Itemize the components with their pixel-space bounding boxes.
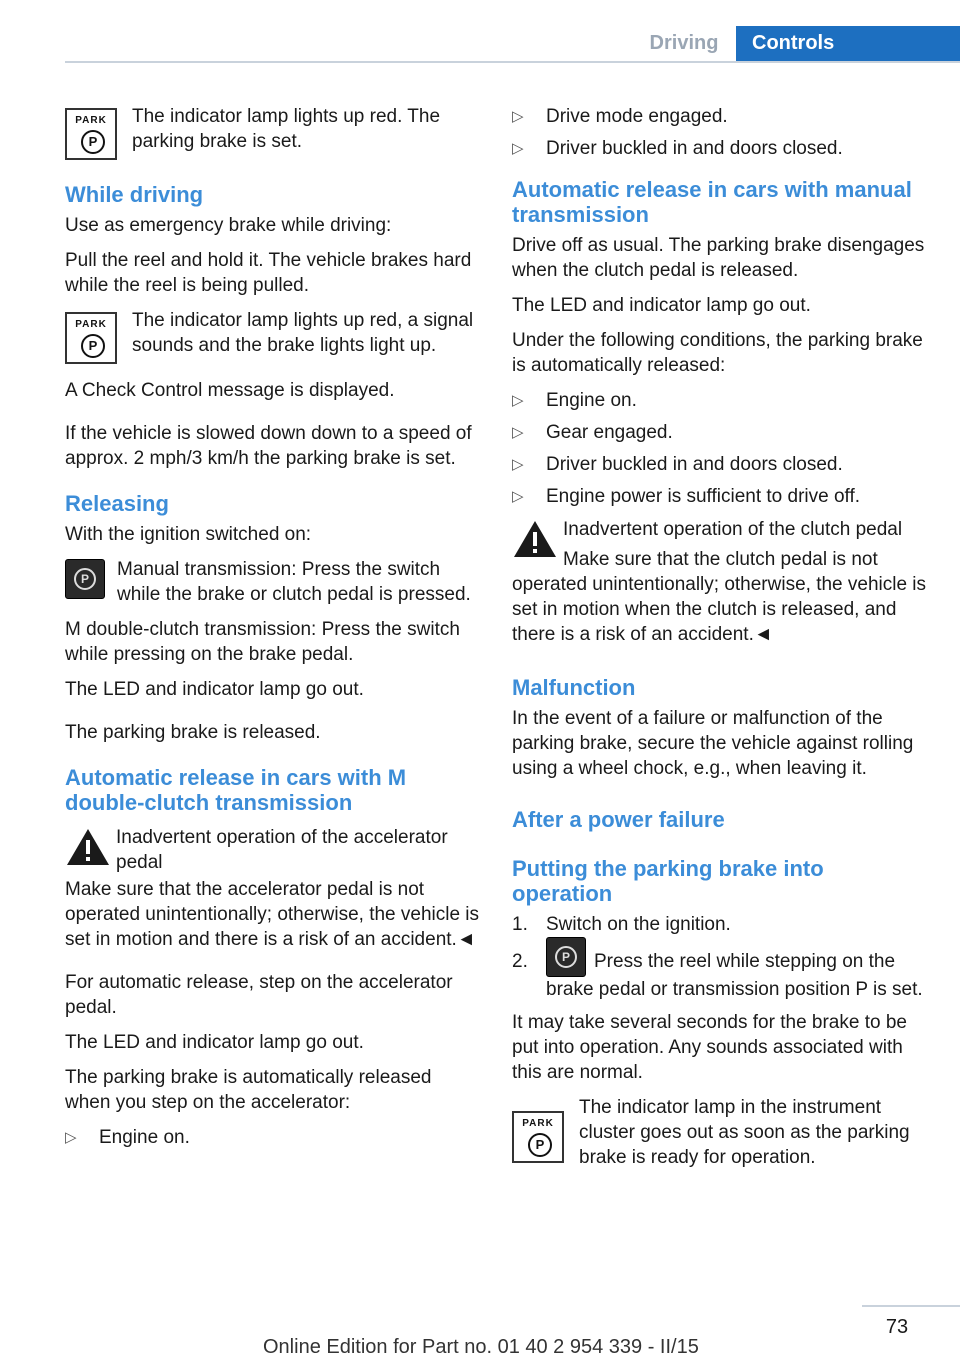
park-lamp-text: The indicator lamp lights up red. The parking brake is set. (132, 106, 441, 152)
paragraph: A Check Control message is displayed. (65, 380, 395, 401)
paragraph: The LED and indicator lamp go out. (512, 295, 811, 316)
heading-while-driving: While driving (65, 182, 204, 207)
park-brake-icon (65, 108, 117, 160)
heading-releasing: Releasing (65, 491, 169, 516)
numbered-list (512, 912, 928, 1002)
warning-text: Make sure that the clutch pedal is not operated unintentionally; otherwise, the vehicle is set in motion when the clutch is released, and there is a risk of an accident.◄ (512, 549, 927, 645)
bullet-list (512, 388, 928, 509)
header-rule (65, 61, 960, 63)
warning-block (65, 825, 481, 877)
paragraph: Under the following conditions, the parking brake is automatically released: (512, 330, 923, 376)
bullet-list (512, 104, 928, 161)
park-icon-label: PARK (75, 115, 107, 126)
list-item: 2. P Press the reel while stepping on the brake pedal or transmission position P is set. (512, 949, 928, 1002)
heading-malfunction: Malfunction (512, 675, 636, 700)
p-circle-icon: P (528, 1133, 552, 1157)
list-item: ▷ Drive mode engaged. (512, 104, 928, 129)
p-circle-icon: P (555, 946, 577, 968)
paragraph: With the ignition switched on: (65, 524, 312, 545)
paragraph: For automatic release, step on the accelerator pedal. (65, 972, 453, 1018)
paragraph: Pull the reel and hold it. The vehicle brakes hard while the reel is being pulled. (65, 250, 472, 296)
park-lamp-text: The indicator lamp in the instrument cluster goes out as soon as the parking brake is ready for operation. (579, 1097, 910, 1168)
warning-icon (512, 519, 558, 559)
park-icon-label: PARK (522, 1118, 554, 1129)
paragraph: The LED and indicator lamp go out. (65, 679, 364, 700)
heading-automatic-release-m-dct: Automatic release in cars with M double-clutch transmission (65, 765, 407, 815)
right-column (512, 104, 928, 1180)
warning-title: Inadvertent operation of the clutch pedal (563, 519, 903, 540)
park-lamp-text: The indicator lamp lights up red, a signal sounds and the brake lights light up. (132, 310, 474, 356)
paragraph: M double-clutch transmission: Press the switch while pressing on the brake pedal. (65, 619, 460, 665)
heading-putting-into-operation: Putting the parking brake into operation (512, 856, 824, 906)
switch-paragraph (65, 557, 481, 607)
park-lamp-block-3 (512, 1095, 928, 1170)
park-icon-label: PARK (75, 319, 107, 330)
park-lamp-block-1 (65, 104, 481, 162)
parking-brake-switch-icon (546, 937, 586, 977)
heading-automatic-release-manual: Automatic release in cars with manual transmission (512, 177, 912, 227)
header-section-driving: Driving (649, 32, 719, 54)
warning-block (512, 517, 928, 569)
p-circle-icon: P (81, 334, 105, 358)
list-item: ▷ Driver buckled in and doors closed. (512, 452, 928, 477)
warning-icon (65, 827, 111, 867)
heading-after-power-failure: After a power failure (512, 807, 725, 832)
paragraph: The parking brake is automatically released when you step on the accelerator: (65, 1067, 432, 1113)
switch-text: Manual transmission: Press the switch while the brake or clutch pedal is pressed. (117, 559, 471, 605)
list-item: 1. Switch on the ignition. (512, 914, 731, 935)
paragraph: The parking brake is released. (65, 722, 321, 743)
list-item: ▷ Engine power is sufficient to drive off. (512, 484, 928, 509)
page-number: 73 (885, 1316, 909, 1338)
paragraph: In the event of a failure or malfunction of the parking brake, secure the vehicle against rolling using a wheel chock, e.g., when leaving it. (512, 708, 914, 779)
warning-text: Make sure that the accelerator pedal is not operated unintentionally; otherwise, the vehicle is set in motion and there is a risk of an accident.◄ (65, 879, 480, 950)
paragraph: Use as emergency brake while driving: (65, 215, 392, 236)
online-edition-note: Online Edition for Part no. 01 40 2 954 339 - II/15 (263, 1336, 699, 1358)
park-brake-icon (65, 312, 117, 364)
footer-rule (862, 1305, 960, 1307)
p-circle-icon: P (74, 568, 96, 590)
list-item: ▷ Engine on. (512, 388, 928, 413)
list-item: ▷ Engine on. (65, 1125, 481, 1150)
p-circle-icon: P (81, 130, 105, 154)
step-text: Switch on the ignition. (546, 914, 731, 935)
bullet-list (65, 1125, 481, 1150)
warning-title: Inadvertent operation of the accelerator pedal (116, 827, 448, 873)
list-item: ▷ Gear engaged. (512, 420, 928, 445)
header-chapter-controls: Controls (736, 26, 960, 63)
paragraph: The LED and indicator lamp go out. (65, 1032, 364, 1053)
parking-brake-switch-icon (65, 559, 105, 599)
list-item: ▷ Driver buckled in and doors closed. (512, 136, 928, 161)
left-column (65, 104, 481, 1158)
park-lamp-block-2 (65, 308, 481, 384)
step-text: Press the reel while stepping on the brake pedal or transmission position P is set. (546, 951, 923, 1000)
park-brake-icon (512, 1111, 564, 1163)
paragraph: Drive off as usual. The parking brake disengages when the clutch pedal is released. (512, 235, 925, 281)
paragraph: If the vehicle is slowed down down to a speed of approx. 2 mph/3 km/h the parking brake is set. (65, 423, 472, 469)
paragraph: It may take several seconds for the brake to be put into operation. Any sounds associated with this are normal. (512, 1012, 907, 1083)
